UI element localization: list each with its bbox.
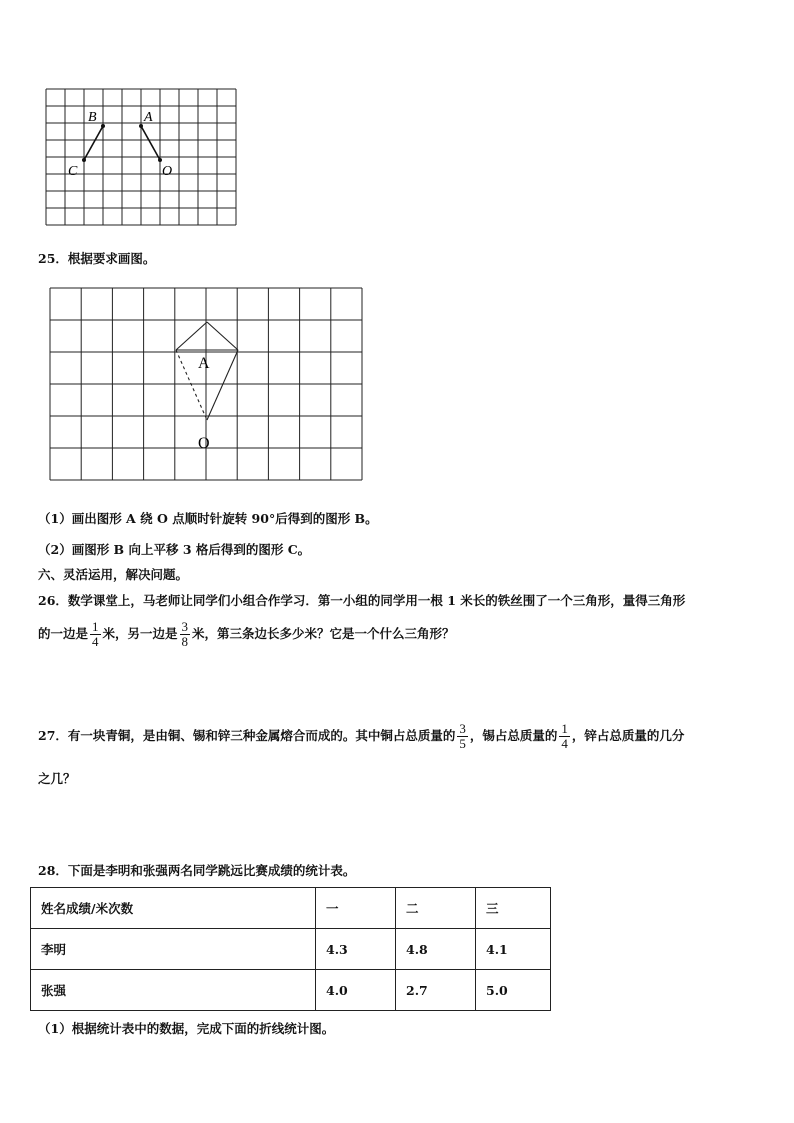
grid-figure-1 [40,86,240,236]
label-b: B [88,110,97,125]
header-cell: 姓名成绩/米次数 [31,888,316,929]
fraction-one-quarter-2: $\frac{1}{4}$ [561,721,568,751]
table-header-row [31,888,551,929]
name-cell: 李明 [31,929,316,970]
header-cell: 三 [476,888,551,929]
q26-line2 [38,620,455,649]
label-a: A [144,110,153,125]
value-cell: 2.7 [396,970,476,1011]
fraction-three-eighths: $\frac{3}{8}$ [181,619,189,649]
header-cell: 二 [396,888,476,929]
q27-text-b: ，锡占总质量的 [469,728,558,743]
q26-line1: 26．数学课堂上，马老师让同学们小组合作学习．第一小组的同学用一根 1 米长的铁丝围了一个三角形，量得三角形 [38,593,686,608]
q28-sub1: （1）根据统计表中的数据，完成下面的折线统计图。 [38,1021,335,1036]
shape-label-a: A [198,355,210,372]
header-cell: 一 [316,888,396,929]
value-cell: 4.8 [396,929,476,970]
value-cell: 4.3 [316,929,396,970]
value-cell: 4.1 [476,929,551,970]
grid-lines [46,89,236,225]
segment-ao [139,124,162,162]
value-cell: 4.0 [316,970,396,1011]
q27-line1 [38,722,684,751]
q26-text-a: 的一边是 [38,626,89,641]
table-row [31,929,551,970]
q28-title: 28．下面是李明和张强两名同学跳远比赛成绩的统计表。 [38,863,356,878]
q25-title: 25．根据要求画图。 [38,251,156,266]
name-cell: 张强 [31,970,316,1011]
q27-text-c: ，锌占总质量的几分 [571,728,685,743]
label-c: C [68,164,78,179]
q26-text-c: 米，第三条边长多少米？它是一个什么三角形？ [192,626,455,641]
q27-line2: 之几？ [38,771,76,786]
label-o: O [162,164,173,179]
segment-bc [82,124,105,162]
value-cell: 5.0 [476,970,551,1011]
shape-label-o: O [198,435,210,452]
q25-sub2: （2）画图形 B 向上平移 3 格后得到的图形 C。 [38,542,311,557]
section6-title: 六、灵活运用，解决问题。 [38,567,189,582]
fraction-one-quarter: $\frac{1}{4}$ [92,619,99,649]
score-table [30,887,551,1011]
grid-figure-2 [44,282,372,488]
q27-text-a: 27．有一块青铜，是由铜、锡和锌三种金属熔合而成的。其中铜占总质量的 [38,728,456,743]
table-row [31,970,551,1011]
q26-text-b: 米，另一边是 [102,626,178,641]
fraction-three-fifths: $\frac{3}{5}$ [459,721,466,751]
q25-sub1: （1）画出图形 A 绕 O 点顺时针旋转 90°后得到的图形 B。 [38,511,378,526]
